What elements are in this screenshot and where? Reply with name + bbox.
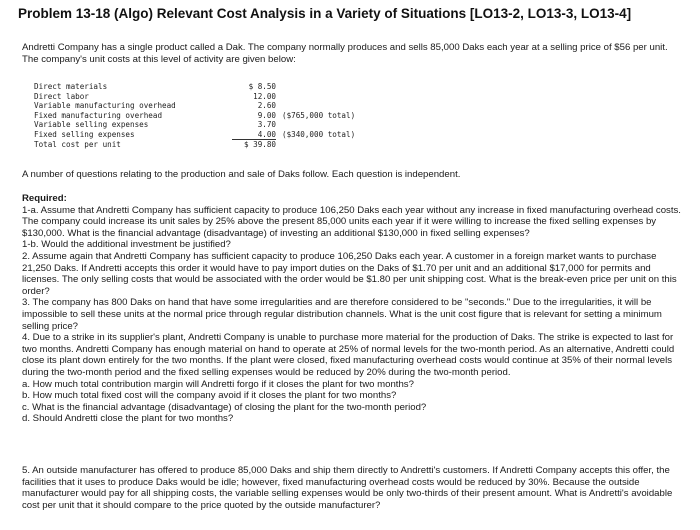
- question-4c: c. What is the financial advantage (disadvantage) of closing the plant for the two-month period?: [22, 401, 427, 413]
- cost-label: Fixed selling expenses: [34, 129, 135, 139]
- question-3: 3. The company has 800 Daks on hand that have some irregularities and are therefore considered to be "seconds." Due to the irregularities, it will be impossible to sell these units at the normal price through regular distribution channels. What is the unit cost figure that is relevant for setting a minimum selling price?: [22, 297, 662, 332]
- cost-total: [276, 82, 355, 92]
- cost-row: [34, 82, 355, 92]
- follow-paragraph: A number of questions relating to the production and sale of Daks follow. Each question is independent.: [22, 169, 461, 180]
- cost-row: [34, 92, 355, 102]
- cost-amount: 4.00: [257, 129, 276, 139]
- cost-total: ($765,000 total): [282, 110, 356, 120]
- cost-total: [276, 120, 355, 130]
- cost-total: ($340,000 total): [282, 129, 356, 139]
- cost-row: [34, 140, 355, 150]
- cost-label: Fixed manufacturing overhead: [34, 110, 163, 120]
- cost-amount: $ 39.80: [232, 140, 276, 150]
- cost-amount: 2.60: [257, 101, 276, 110]
- cost-label: Variable selling expenses: [34, 120, 149, 129]
- cost-label: Direct materials: [34, 82, 108, 91]
- question-4b: b. How much total fixed cost will the company avoid if it closes the plant for two months?: [22, 390, 397, 402]
- question-4: 4. Due to a strike in its supplier's plant, Andretti Company is unable to purchase more material for the production of Daks. The strike is expected to last for two months. Andretti Company has enough material on hand to operate at 25% of normal levels for the two-month period. As an alternative, Andretti could close its plant down entirely for the two months. If the plant were closed, fixed manufacturing overhead costs would continue at 35% of their normal levels during the two-month period and the fixed selling expenses would be reduced by 20% during the two-month period.: [22, 332, 675, 378]
- unit-cost-table: [34, 82, 355, 150]
- intro-paragraph: Andretti Company has a single product called a Dak. The company normally produces and sells 85,000 Daks each year at a selling price of $56 per unit. The company's unit costs at this level of activity are given below:: [22, 42, 668, 65]
- cost-total: [276, 140, 355, 150]
- cost-amount: 3.70: [257, 120, 276, 129]
- cost-label: Direct labor: [34, 91, 89, 101]
- cost-amount: 12.00: [253, 91, 276, 101]
- cost-label: Total cost per unit: [34, 139, 121, 149]
- cost-row: [34, 130, 355, 140]
- cost-amount: 9.00: [257, 110, 276, 120]
- cost-total: [276, 92, 355, 102]
- problem-title: Problem 13-18 (Algo) Relevant Cost Analysis in a Variety of Situations [LO13-2, LO13-3, LO13-4]: [18, 6, 632, 21]
- cost-total: [276, 101, 355, 111]
- cost-row: [34, 101, 355, 111]
- question-5: 5. An outside manufacturer has offered to produce 85,000 Daks and ship them directly to Andretti's customers. If Andretti Company accepts this offer, the facilities that it uses to produce Daks would be idle; however, fixed manufacturing overhead costs would be reduced by 30%. Because the outside manufacturer would pay for all shipping costs, the variable selling expenses would be only two-thirds of their present amount. What is Andretti's avoidable cost per unit that it should compare to the price quoted by the outside manufacturer?: [22, 465, 673, 511]
- questions-block: [22, 193, 688, 425]
- question-4a: a. How much total contribution margin will Andretti forgo if it closes the plant for two months?: [22, 378, 414, 390]
- question-1b: 1-b. Would the additional investment be justified?: [22, 239, 231, 251]
- question-1a: 1-a. Assume that Andretti Company has sufficient capacity to produce 106,250 Daks each year without any increase in fixed manufacturing overhead costs. The company could increase its unit sales by 25% above the present 85,000 units each year if it were willing to increase the fixed selling expenses by $130,000. What is the financial advantage (disadvantage) of investing an additional $130,000 in fixed selling expenses?: [22, 204, 681, 239]
- cost-amount: $ 8.50: [248, 82, 276, 91]
- question-2: 2. Assume again that Andretti Company has sufficient capacity to produce 106,250 Daks each year. A customer in a foreign market wants to purchase 21,250 Daks. If Andretti accepts this order it would have to pay import duties on the Daks of $1.70 per unit and an additional $17,000 for permits and licenses. The only selling costs that would be associated with the order would be $1.80 per unit shipping cost. What is the break-even price per unit on this order?: [22, 250, 677, 297]
- cost-row: [34, 120, 355, 130]
- cost-label: Variable manufacturing overhead: [34, 101, 176, 110]
- cost-row: [34, 111, 355, 121]
- question-4d: d. Should Andretti close the plant for two months?: [22, 413, 234, 425]
- required-heading: Required:: [22, 193, 67, 204]
